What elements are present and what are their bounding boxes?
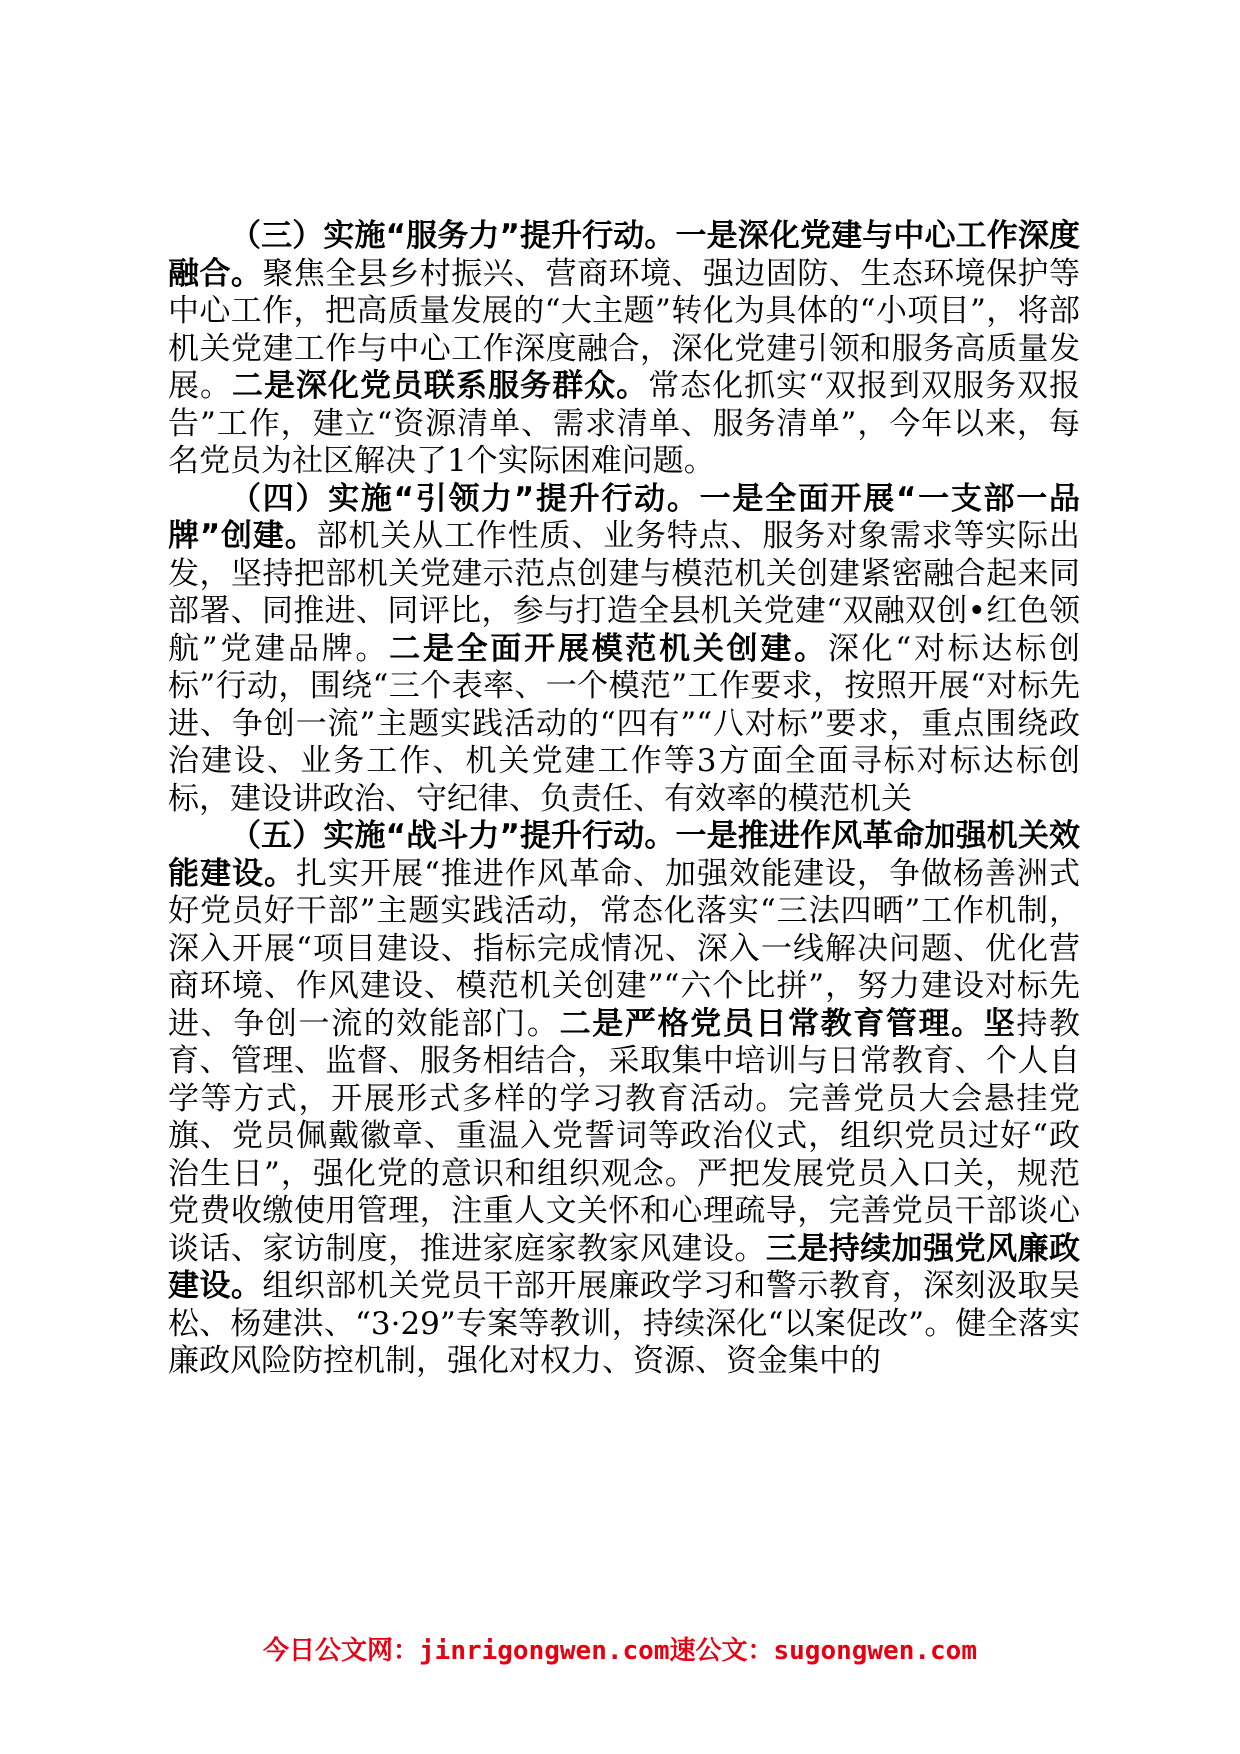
paragraph-5-subheading-3: 三是持续加强党风廉政建设。 <box>168 1230 1081 1304</box>
paragraph-5-text: 扎实开展“推进作风革命、加强效能建设，争做杨善洲式好党员好干部”主题实践活动，常态化落实“三法四晒”工作机制，深入开展“项目建设、指标完成情况、深入一线解决问题、优化营商环境、作风建设、模范机关创建”“六个比拼”，努力建设对标先进、争创一流的效能部门。 <box>168 855 1080 1042</box>
document-body <box>168 218 1080 1381</box>
footer-site1-link[interactable]: jinrigongwen.com <box>419 1636 670 1666</box>
paragraph-5-subheading-2: 二是严格党员日常教育管理。坚 <box>559 1005 1017 1042</box>
footer-watermark <box>0 1630 1240 1667</box>
paragraph-4-heading: （四）实施“引领力”提升行动。一是全面开展“一支部一品牌”创建。 <box>168 480 1080 554</box>
footer-site1-label: 今日公文网： <box>263 1636 420 1666</box>
paragraph-3-heading: （三）实施“服务力”提升行动。一是深化党建与中心工作深度融合。 <box>168 218 1080 292</box>
paragraph-3-text-2: 常态化抓实“双报到双服务双报告”工作，建立“资源清单、需求清单、服务清单”，今年以来，每名党员为社区解决了1个实际困难问题。 <box>168 368 1081 479</box>
footer-site2-link[interactable]: sugongwen.com <box>773 1636 977 1666</box>
paragraph-5-text-3: 组织部机关党员干部开展廉政学习和警示教育，深刻汲取吴松、杨建洪、“3·29”专案等教训，持续深化“以案促改”。健全落实廉政风险防控机制，强化对权力、资源、资金集中的 <box>168 1268 1081 1379</box>
paragraph-5-text-2: 持教育、管理、监督、服务相结合，采取集中培训与日常教育、个人自学等方式，开展形式多样的学习教育活动。完善党员大会悬挂党旗、党员佩戴徽章、重温入党誓词等政治仪式，组织党员过好“政治生日”，强化党的意识和组织观念。严把发展党员入口关，规范党费收缴使用管理，注重人文关怀和心理疏导，完善党员干部谈心谈话、家访制度，推进家庭家教家风建设。 <box>168 1005 1081 1267</box>
paragraph-4-subheading-2: 二是全面开展模范机关创建。 <box>389 630 828 667</box>
paragraph-5 <box>168 818 1080 1381</box>
paragraph-4 <box>168 481 1080 819</box>
footer-site2-label: 速公文： <box>669 1636 774 1666</box>
paragraph-3-text: 聚焦全县乡村振兴、营商环境、强边固防、生态环境保护等中心工作，把高质量发展的“大主题”转化为具体的“小项目”，将部机关党建工作与中心工作深度融合，深化党建引领和服务高质量发展。 <box>168 255 1081 404</box>
paragraph-5-heading: （五）实施“战斗力”提升行动。一是推进作风革命加强机关效能建设。 <box>168 818 1080 892</box>
paragraph-3 <box>168 218 1080 481</box>
paragraph-4-text-2: 深化“对标达标创标”行动，围绕“三个表率、一个模范”工作要求，按照开展“对标先进、争创一流”主题实践活动的“四有”“八对标”要求，重点围绕政治建设、业务工作、机关党建工作等3方面全面寻标对标达标创标，建设讲政治、守纪律、负责任、有效率的模范机关 <box>168 630 1080 817</box>
paragraph-4-text: 部机关从工作性质、业务特点、服务对象需求等实际出发，坚持把部机关党建示范点创建与模范机关创建紧密融合起来同部署、同推进、同评比，参与打造全县机关党建“双融双创•红色领航”党建品牌。 <box>168 518 1080 667</box>
paragraph-3-subheading-2: 二是深化党员联系服务群众。 <box>232 368 649 404</box>
